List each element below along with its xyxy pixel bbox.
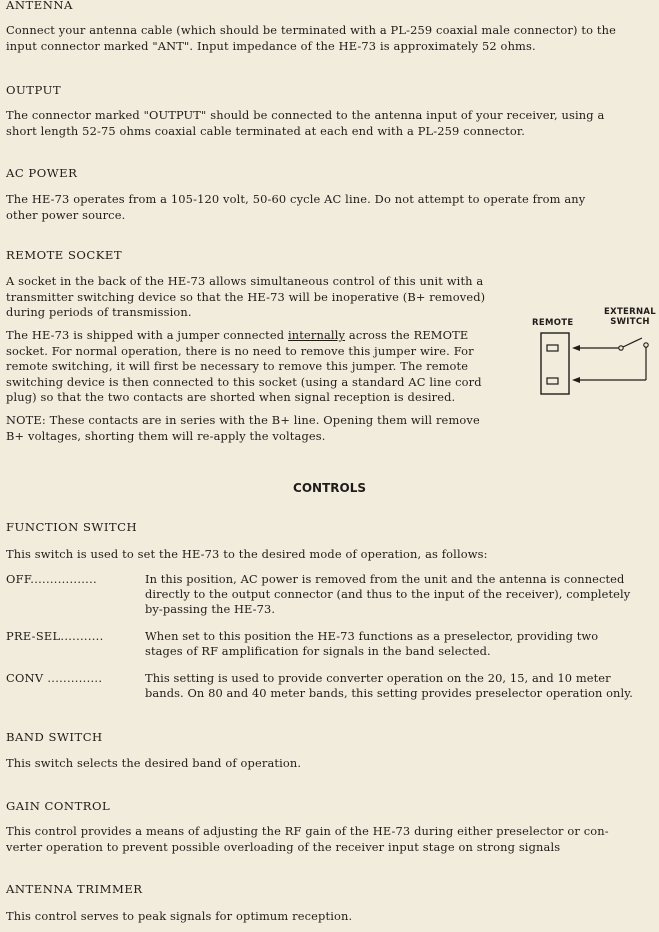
definition-term: OFF................. (6, 572, 97, 586)
diagram-wiring (530, 305, 658, 400)
text-line: verter operation to prevent possible overloading of the receiver input stage on strong signals (6, 839, 561, 854)
text-line: B+ voltages, shorting them will re-apply the voltages. (6, 428, 326, 443)
antenna-heading: ANTENNA (6, 0, 73, 12)
controls-title: CONTROLS (293, 481, 366, 495)
text-line: during periods of transmission. (6, 305, 192, 319)
switch-label-line: SWITCH (610, 317, 650, 327)
remote-switch-diagram (530, 305, 658, 400)
text-line: A socket in the back of the HE-73 allows simultaneous control of this unit with a (6, 274, 484, 288)
text-line: stages of RF amplification for signals in the band selected. (145, 644, 491, 658)
remote-label: REMOTE (532, 318, 574, 328)
text-line: remote switching, it will first be necessary to remove this jumper. The remote (6, 359, 469, 373)
gain-control-heading: GAIN CONTROL (6, 799, 111, 813)
output-paragraph (6, 108, 604, 139)
definition-term: PRE-SEL........... (6, 629, 104, 643)
text-line: When set to this position the HE-73 functions as a preselector, providing two (145, 629, 599, 643)
text-line: switching device is then connected to this socket (using a standard AC line cord (6, 374, 482, 389)
ac-power-paragraph (6, 192, 585, 223)
text-line: This control provides a means of adjusting the RF gain of the HE-73 during either preselector or con- (6, 824, 609, 838)
text-line: NOTE: These contacts are in series with the B+ line. Opening them will remove (6, 413, 480, 427)
lower-arrow (572, 377, 580, 383)
text-line: short length 52-75 ohms coaxial cable terminated at each end with a PL-259 connector. (6, 123, 525, 138)
socket-contact-bottom (547, 378, 558, 384)
antenna-trimmer-heading: ANTENNA TRIMMER (6, 882, 143, 896)
text-line: In this position, AC power is removed from the unit and the antenna is connected (145, 572, 625, 586)
definition-description (145, 572, 630, 617)
text-segment: across the REMOTE (345, 328, 469, 342)
text-line: by-passing the HE-73. (145, 602, 276, 616)
antenna-trimmer-paragraph (6, 909, 352, 925)
text-line: Connect your antenna cable (which should be terminated with a PL-259 coaxial male connector) to the (6, 23, 616, 37)
upper-arrow (572, 345, 580, 351)
text-line (6, 328, 482, 344)
definition-term: CONV .............. (6, 671, 103, 685)
remote-socket-paragraph-1 (6, 274, 485, 321)
antenna-paragraph (6, 23, 616, 54)
text-line: This switch selects the desired band of operation. (6, 756, 302, 770)
remote-socket-paragraph-2 (6, 328, 482, 406)
text-line: This setting is used to provide converter operation on the 20, 15, and 10 meter (145, 671, 611, 685)
definition-description (145, 629, 598, 659)
text-line: input connector marked "ANT". Input impedance of the HE-73 is approximately 52 ohms. (6, 38, 536, 53)
text-line: bands. On 80 and 40 meter bands, this setting provides preselector operation only. (145, 686, 633, 700)
function-switch-intro: This switch is used to set the HE-73 to the desired mode of operation, as follows: (6, 547, 488, 561)
external-label-line: EXTERNAL (603, 307, 657, 317)
function-switch-heading: FUNCTION SWITCH (6, 520, 138, 534)
switch-contact-right (644, 343, 648, 347)
remote-socket-heading: REMOTE SOCKET (6, 248, 123, 262)
text-line: transmitter switching device so that the HE-73 will be inoperative (B+ removed) (6, 289, 486, 304)
switch-blade (623, 338, 642, 347)
socket-outline (541, 333, 569, 394)
text-segment: The HE-73 is shipped with a jumper connected (6, 328, 289, 342)
ac-power-heading: AC POWER (6, 166, 78, 180)
text-line: other power source. (6, 207, 126, 222)
underlined-text: internally (288, 328, 346, 342)
text-line: socket. For normal operation, there is no need to remove this jumper wire. For (6, 343, 474, 358)
text-line: directly to the output connector (and thus to the input of the receiver), completely (145, 587, 631, 601)
gain-control-paragraph (6, 824, 609, 855)
text-line: plug) so that the two contacts are shorted when signal reception is desired. (6, 390, 456, 404)
text-line: This control serves to peak signals for optimum reception. (6, 909, 353, 923)
band-switch-heading: BAND SWITCH (6, 730, 103, 744)
switch-contact-left (619, 346, 623, 350)
remote-socket-note (6, 413, 480, 444)
output-heading: OUTPUT (6, 83, 62, 97)
text-line: The HE-73 operates from a 105-120 volt, 50-60 cycle AC line. Do not attempt to operate from any (6, 192, 586, 206)
socket-contact-top (547, 345, 558, 351)
band-switch-paragraph (6, 756, 301, 772)
definition-description (145, 671, 633, 701)
text-line: The connector marked "OUTPUT" should be connected to the antenna input of your receiver, using a (6, 108, 605, 122)
